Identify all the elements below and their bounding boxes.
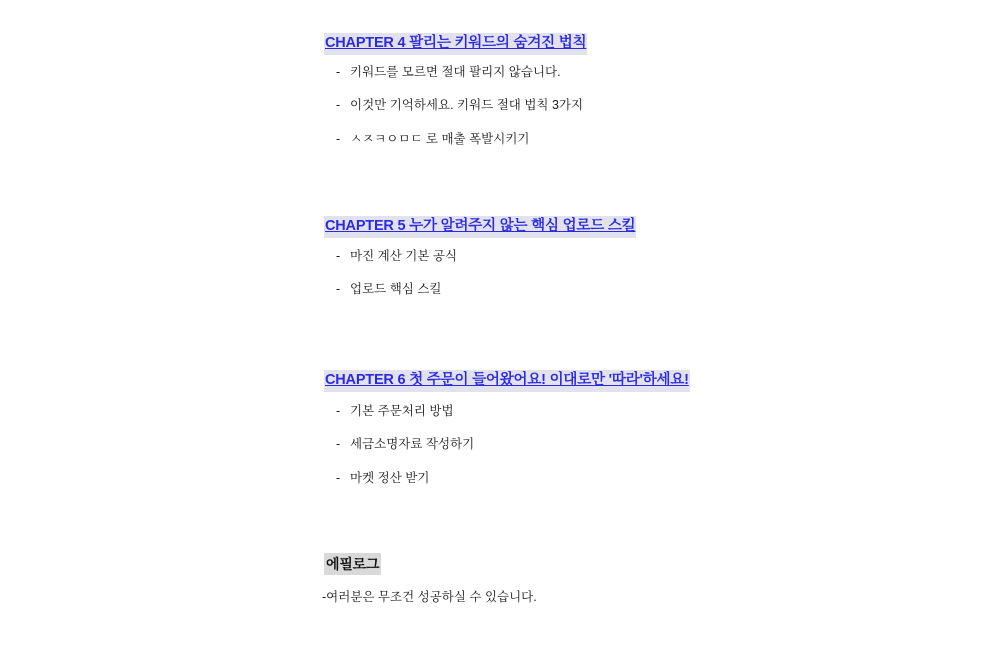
list-item-label: 키워드를 모르면 절대 팔리지 않습니다. [350, 65, 561, 79]
chapter-4-bullet-list [336, 64, 583, 164]
epilogue-heading: 에필로그 [324, 553, 381, 575]
chapter-5-bullet-list [336, 248, 457, 315]
list-item-label: ㅅㅈㅋㅇㅁㄷ 로 매출 폭발시키기 [350, 131, 530, 146]
list-item-label: 기본 주문처리 방법 [350, 404, 454, 418]
chapter-4-heading: CHAPTER 4 팔리는 키워드의 숨겨진 법칙 [324, 33, 587, 55]
epilogue-text: -여러분은 무조건 성공하실 수 있습니다. [322, 590, 537, 604]
list-item-label: 마진 계산 기본 공식 [350, 249, 458, 263]
list-item [336, 403, 474, 419]
chapter-6-heading: CHAPTER 6 첫 주문이 들어왔어요! 이대로만 '따라'하세요! [324, 370, 690, 392]
bullet-marker: - [336, 98, 341, 113]
bullet-marker: - [336, 131, 341, 146]
bullet-marker: - [336, 249, 341, 263]
bullet-marker: - [336, 65, 341, 79]
list-item [336, 248, 457, 264]
bullet-marker: - [336, 470, 341, 485]
list-item [336, 64, 583, 80]
list-item [336, 470, 474, 486]
list-item [336, 131, 583, 147]
list-item [336, 97, 583, 113]
list-item-label: 마켓 정산 받기 [350, 470, 430, 485]
list-item-label: 세금소명자료 작성하기 [350, 437, 475, 452]
list-item [336, 281, 457, 297]
bullet-marker: - [336, 404, 341, 418]
bullet-marker: - [336, 282, 341, 297]
list-item-label: 이것만 기억하세요. 키워드 절대 법칙 3가지 [350, 98, 584, 113]
bullet-marker: - [336, 437, 341, 452]
chapter-6-bullet-list [336, 403, 474, 503]
list-item-label: 업로드 핵심 스킬 [350, 282, 442, 297]
chapter-5-heading: CHAPTER 5 누가 알려주지 않는 핵심 업로드 스킬 [324, 216, 636, 238]
list-item [336, 436, 474, 452]
